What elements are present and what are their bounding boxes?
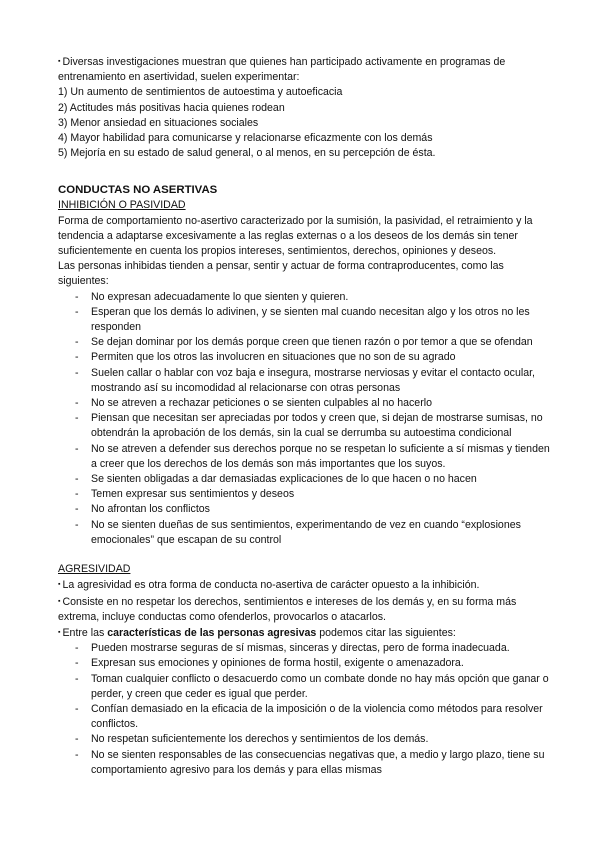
list-item: - No expresan adecuadamente lo que sienten y quieren. bbox=[58, 290, 550, 305]
square-bullet-icon: ▪ bbox=[58, 581, 61, 589]
list-item: - Pueden mostrarse seguras de sí mismas, sinceras y directas, pero de forma inadecuada. bbox=[58, 641, 550, 656]
square-bullet-icon: ▪ bbox=[58, 58, 61, 65]
square-bullet-icon: ▪ bbox=[58, 628, 61, 636]
list-item: - Esperan que los demás lo adivinen, y se sienten mal cuando necesitan algo y los otros no les responden bbox=[58, 305, 550, 335]
list-item: - No se atreven a defender sus derechos porque no se respetan lo suficiente a sí mismas y tienden a creer que los derechos de los demás son más importantes que los suyos. bbox=[58, 442, 550, 472]
section-title: CONDUCTAS NO ASERTIVAS bbox=[58, 184, 218, 197]
list-item: - Se dejan dominar por los demás porque creen que tienen razón o por temor a que se ofendan bbox=[58, 335, 550, 350]
inhibicion-lead: Las personas inhibidas tienden a pensar, sentir y actuar de forma contraproducentes, como las siguientes: bbox=[58, 260, 504, 288]
intro-list-item: 1) Un aumento de sentimientos de autoestima y autoeficacia bbox=[58, 86, 343, 99]
list-item: - No afrontan los conflictos bbox=[58, 502, 550, 517]
list-item: - Suelen callar o hablar con voz baja e insegura, mostrarse nerviosas y evitar el contacto ocular, mostrando así su incomodidad al relacionarse con otras personas bbox=[58, 366, 550, 396]
intro-paragraph: ▪ Diversas investigaciones muestran que quienes han participado activamente en programas de entrenamiento en asertividad, suelen experimentar: bbox=[58, 56, 506, 84]
inhibicion-list bbox=[58, 290, 550, 548]
intro-list-item: 2) Actitudes más positivas hacia quienes rodean bbox=[58, 101, 285, 114]
list-item: - Piensan que necesitan ser apreciadas por todos y creen que, si dejan de mostrarse sumisas, no obtendrán la aprobación de los demás, sin la cual se derrumba su autoestima condicional bbox=[58, 411, 550, 441]
agresividad-paragraph-1: ▪ La agresividad es otra forma de conducta no-asertiva de carácter opuesto a la inhibición. bbox=[58, 579, 480, 592]
inhibicion-definition: Forma de comportamiento no-asertivo caracterizado por la sumisión, la pasividad, el retraimiento y la tendencia a adaptarse excesivamente a las reglas externas o a los deseos de los demás sin tener suficientemente en cuenta los propios intereses, sentimientos, derechos, opiniones y deseos. bbox=[58, 214, 533, 258]
document-page bbox=[58, 54, 550, 778]
list-item: - Permiten que los otros las involucren en situaciones que no son de su agrado bbox=[58, 350, 550, 365]
list-item: - No se sienten responsables de las consecuencias negativas que, a medio y largo plazo, tiene su comportamiento agresivo para los demás y para ellas mismas bbox=[58, 748, 550, 778]
subheading-agresividad: AGRESIVIDAD bbox=[58, 563, 131, 576]
list-item: - No respetan suficientemente los derechos y sentimientos de los demás. bbox=[58, 732, 550, 747]
subheading-inhibicion: INHIBICIÓN O PASIVIDAD bbox=[58, 199, 186, 212]
list-item: - Temen expresar sus sentimientos y deseos bbox=[58, 487, 550, 502]
list-item: - No se atreven a rechazar peticiones o se sienten culpables al no hacerlo bbox=[58, 396, 550, 411]
square-bullet-icon: ▪ bbox=[58, 597, 61, 605]
intro-list-item: 5) Mejoría en su estado de salud general, o al menos, en su percepción de ésta. bbox=[58, 147, 436, 160]
intro-list-item: 4) Mayor habilidad para comunicarse y relacionarse eficazmente con los demás bbox=[58, 132, 433, 145]
agresividad-paragraph-3: ▪ Entre las características de las personas agresivas podemos citar las siguientes: bbox=[58, 626, 456, 639]
list-item: - Confían demasiado en la eficacia de la imposición o de la violencia como métodos para resolver conflictos. bbox=[58, 702, 550, 732]
list-item: - Se sienten obligadas a dar demasiadas explicaciones de lo que hacen o no hacen bbox=[58, 472, 550, 487]
agresividad-paragraph-2: ▪ Consiste en no respetar los derechos, sentimientos e intereses de los demás y, en su forma más extrema, incluye conductas como ofenderlos, provocarlos o atacarlos. bbox=[58, 595, 517, 623]
agresividad-list bbox=[58, 641, 550, 778]
intro-list-item: 3) Menor ansiedad en situaciones sociales bbox=[58, 116, 259, 129]
list-item: - Expresan sus emociones y opiniones de forma hostil, exigente o amenazadora. bbox=[58, 656, 550, 671]
list-item: - Toman cualquier conflicto o desacuerdo como un combate donde no hay más opción que ganar o perder, y creen que ceder es igual que perder. bbox=[58, 672, 550, 702]
list-item: - No se sienten dueñas de sus sentimientos, experimentando de vez en cuando “explosiones emocionales” que escapan de su control bbox=[58, 518, 550, 548]
bold-phrase: características de las personas agresivas bbox=[107, 626, 317, 639]
